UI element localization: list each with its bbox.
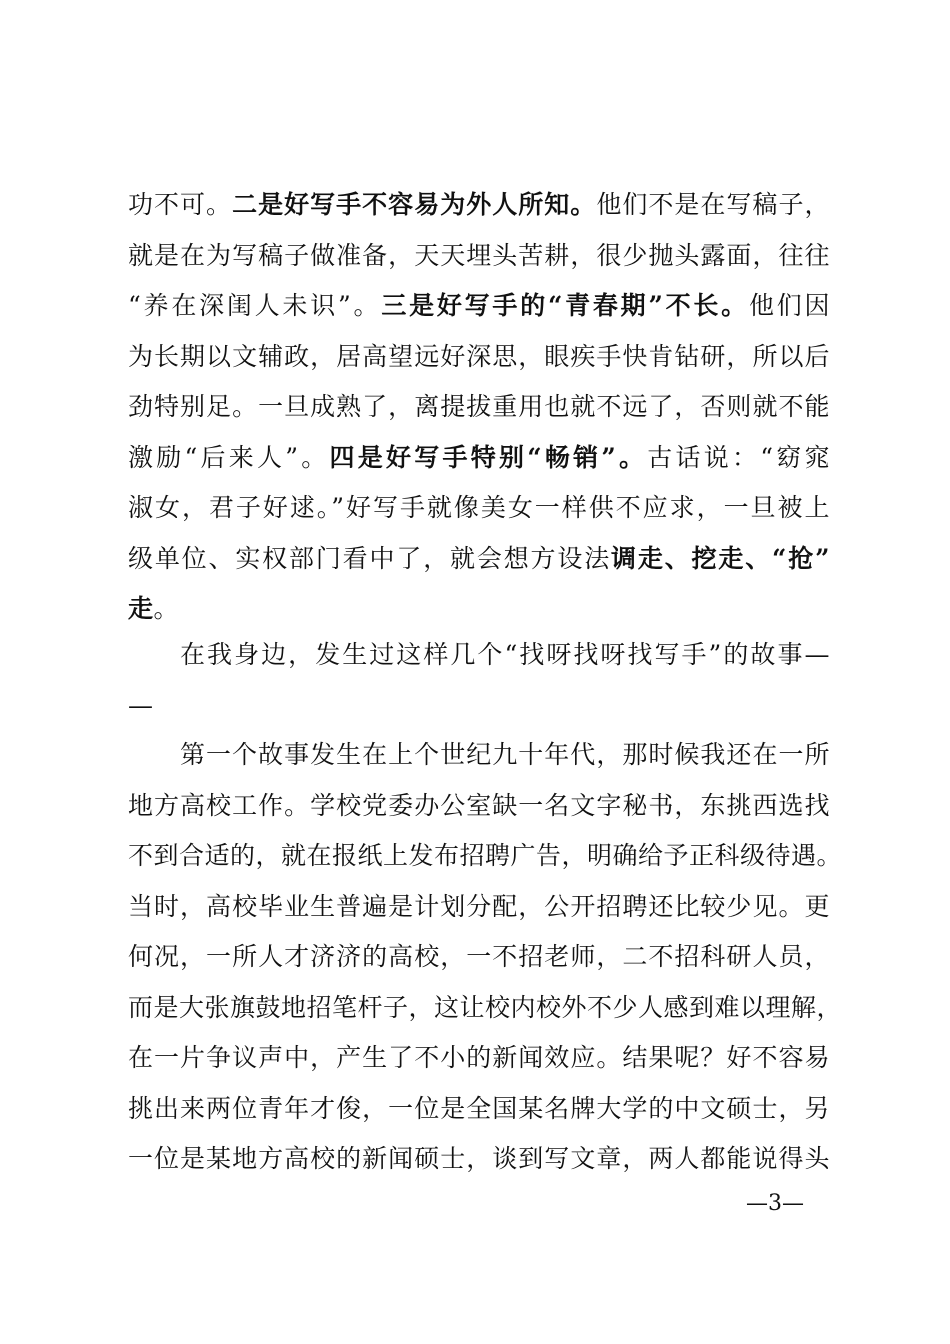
page-number: —3— (746, 1191, 804, 1216)
text-line (128, 630, 830, 681)
text-line (128, 382, 830, 433)
text-segment: 在一片争议声中，产生了不小的新闻效应。结果呢？好不容易 (128, 1043, 830, 1072)
text-segment: 。 (153, 594, 180, 623)
text-segment: 当时，高校毕业生普遍是计划分配，公开招聘还比较少见。更 (128, 891, 830, 921)
text-line (128, 534, 830, 585)
text-line (128, 882, 830, 933)
text-segment: — (128, 690, 154, 720)
text-segment: 淑女，君子好逑。”好写手就像美女一样供不应求，一旦被上 (128, 493, 830, 522)
text-segment: 不到合适的，就在报纸上发布招聘广告，明确给予正科级待遇。 (128, 841, 843, 870)
text-line (128, 231, 830, 282)
text-line (128, 584, 830, 635)
text-line (128, 730, 830, 781)
text-segment: 一位是某地方高校的新闻硕士，谈到写文章，两人都能说得头 (128, 1144, 830, 1173)
text-line (128, 433, 830, 484)
text-segment: 功不可。 (128, 190, 233, 219)
text-line (128, 831, 843, 882)
text-line (128, 983, 843, 1034)
text-line (128, 483, 830, 534)
bold-text-segment: 三是好写手的“青春期”不长。 (381, 291, 749, 320)
bold-text-segment: 二是好写手不容易为外人所知。 (232, 190, 597, 219)
text-segment: 第一个故事发生在上个世纪九十年代，那时候我还在一所 (180, 740, 830, 769)
text-segment: 级单位、实权部门看中了，就会想方设法 (128, 543, 612, 573)
text-line (128, 1084, 830, 1135)
text-line (128, 1134, 830, 1185)
paragraph-1 (128, 180, 830, 635)
text-segment: 而是大张旗鼓地招笔杆子，这让校内校外不少人感到难以理解， (128, 992, 843, 1022)
text-segment: 挑出来两位青年才俊，一位是全国某名牌大学的中文硕士，另 (128, 1093, 830, 1123)
bold-text-segment: 调走、挖走、“抢” (611, 543, 830, 573)
text-segment: 为长期以文辅政，居高望远好深思，眼疾手快肯钻研，所以后 (128, 341, 830, 371)
text-line (128, 1033, 830, 1084)
text-line (128, 332, 830, 383)
text-line (128, 681, 830, 732)
text-segment: 古话说：“窈窕 (647, 442, 830, 472)
paragraph-2 (128, 630, 830, 731)
text-segment: 在我身边，发生过这样几个“找呀找呀找写手”的故事— (180, 640, 830, 669)
text-line (128, 781, 830, 832)
text-line (128, 932, 830, 983)
bold-text-segment: 四是好写手特别“畅销”。 (329, 442, 648, 472)
text-segment: “养在深闺人未识”。 (128, 291, 382, 320)
text-segment: 他们因 (748, 291, 831, 320)
text-line (128, 281, 830, 332)
text-segment: 就是在为写稿子做准备，天天埋头苦耕，很少抛头露面，往往 (128, 240, 830, 270)
text-line (128, 180, 830, 231)
text-segment: 激励“后来人”。 (128, 442, 330, 472)
text-segment: 他们不是在写稿子， (596, 190, 830, 219)
bold-text-segment: 走 (128, 594, 154, 623)
paragraph-3 (128, 730, 843, 1185)
text-segment: 地方高校工作。学校党委办公室缺一名文字秘书，东挑西选找 (128, 790, 830, 820)
text-segment: 何况，一所人才济济的高校，一不招老师，二不招科研人员， (128, 942, 830, 971)
text-segment: 劲特别足。一旦成熟了，离提拔重用也就不远了，否则就不能 (128, 392, 830, 421)
